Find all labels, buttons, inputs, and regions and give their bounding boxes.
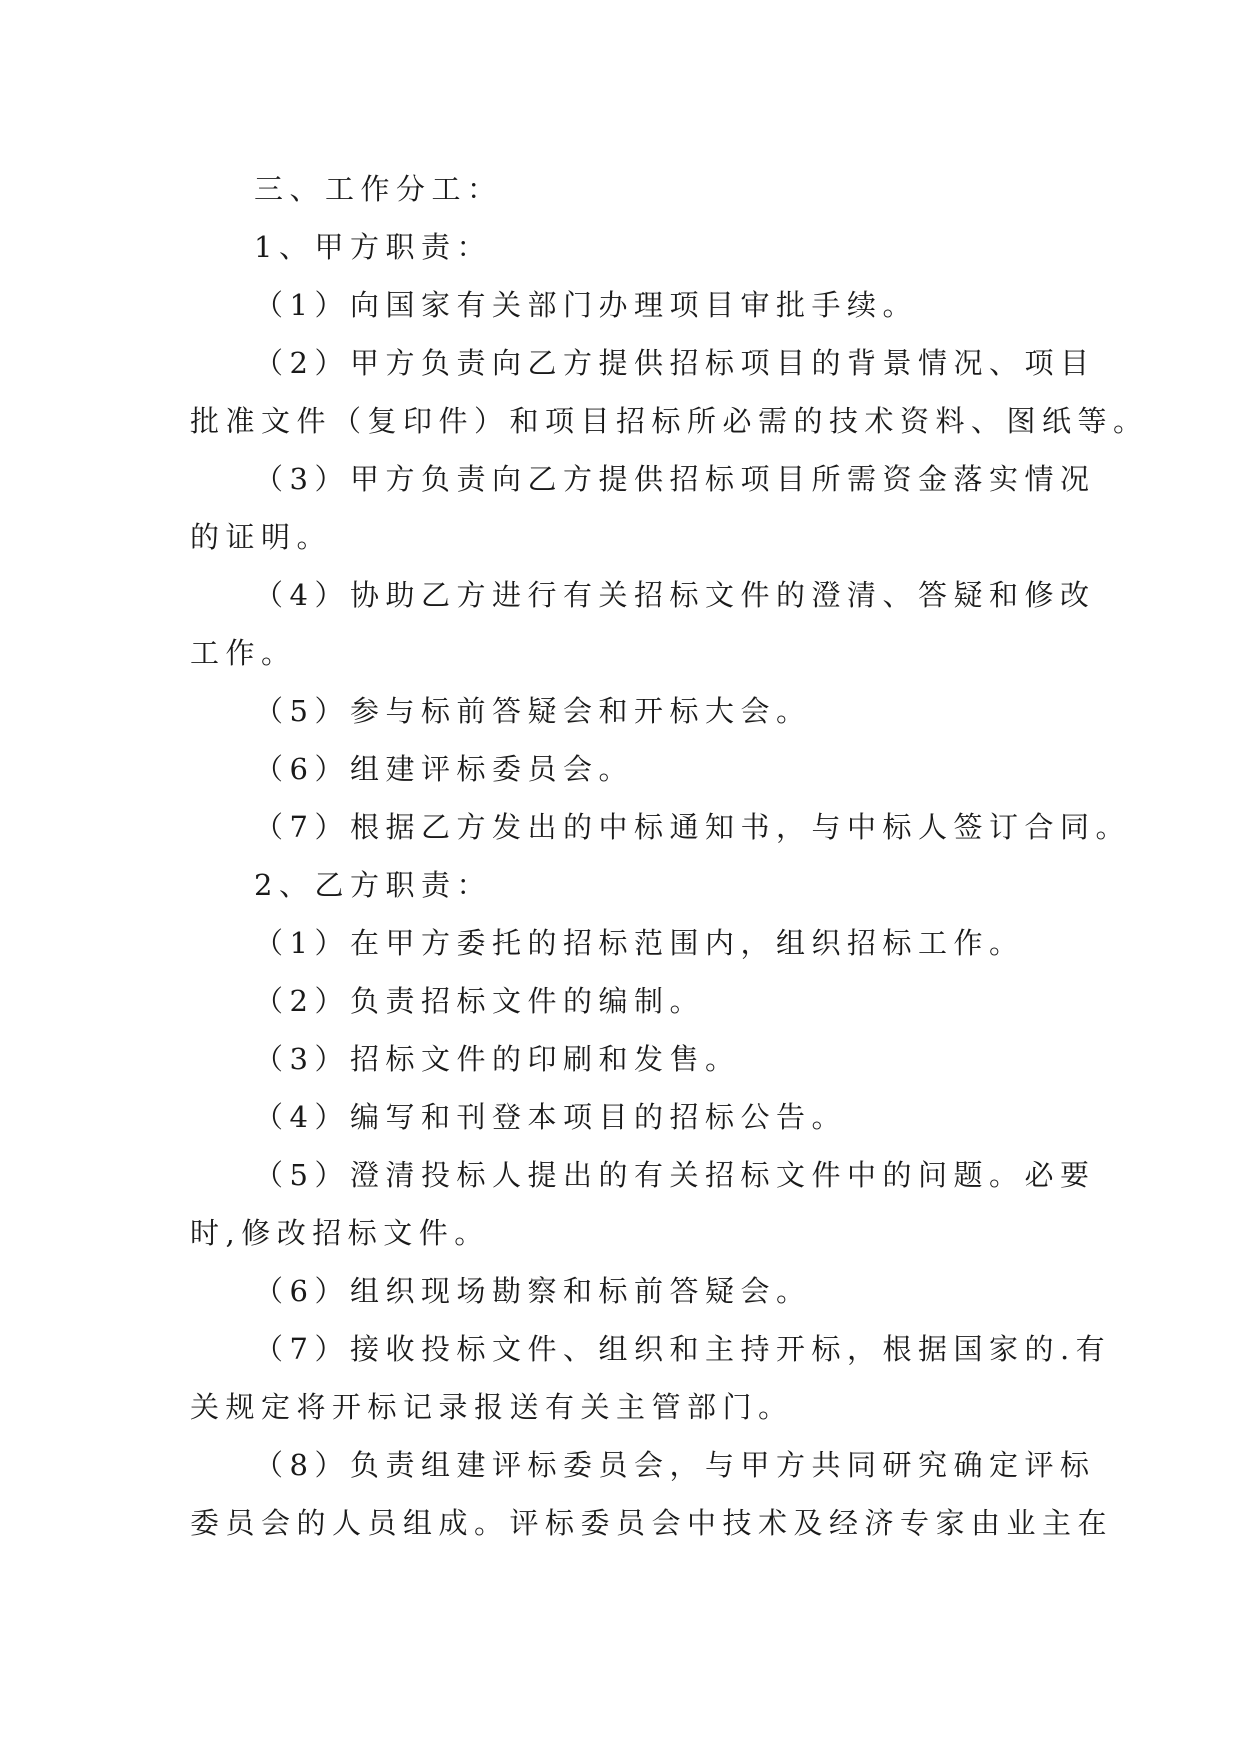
- paragraph-line: （2）负责招标文件的编制。: [254, 984, 705, 1018]
- subsection-heading-party-a: 1、甲方职责：: [254, 230, 492, 264]
- paragraph-line: （6）组建评标委员会。: [254, 752, 634, 786]
- paragraph-line: 的证明。: [190, 520, 333, 554]
- paragraph-line: 批准文件（复印件）和项目招标所必需的技术资料、图纸等。: [190, 404, 1149, 438]
- paragraph-line: （3）甲方负责向乙方提供招标项目所需资金落实情况: [254, 462, 1096, 496]
- paragraph-line: （6）组织现场勘察和标前答疑会。: [254, 1274, 812, 1308]
- paragraph-line: （2）甲方负责向乙方提供招标项目的背景情况、项目: [254, 346, 1096, 380]
- section-heading: 三、工作分工：: [254, 172, 503, 206]
- paragraph-line: （5）澄清投标人提出的有关招标文件中的问题。必要: [254, 1158, 1096, 1192]
- paragraph-line: 委员会的人员组成。评标委员会中技术及经济专家由业主在: [190, 1506, 1114, 1540]
- paragraph-line: （5）参与标前答疑会和开标大会。: [254, 694, 812, 728]
- paragraph-line: （7）接收投标文件、组织和主持开标，根据国家的.有: [254, 1332, 1112, 1366]
- paragraph-line: 关规定将开标记录报送有关主管部门。: [190, 1390, 794, 1424]
- document-body: [190, 160, 1149, 1552]
- subsection-heading-party-b: 2、乙方职责：: [254, 868, 492, 902]
- paragraph-line: （8）负责组建评标委员会，与甲方共同研究确定评标: [254, 1448, 1096, 1482]
- paragraph-line: （3）招标文件的印刷和发售。: [254, 1042, 741, 1076]
- paragraph-line: （4）编写和刊登本项目的招标公告。: [254, 1100, 847, 1134]
- paragraph-line: （7）根据乙方发出的中标通知书，与中标人签订合同。: [254, 810, 1131, 844]
- paragraph-line: （1）向国家有关部门办理项目审批手续。: [254, 288, 918, 322]
- paragraph-line: 时,修改招标文件。: [190, 1216, 490, 1250]
- paragraph-line: （1）在甲方委托的招标范围内，组织招标工作。: [254, 926, 1025, 960]
- paragraph-line: 工作。: [190, 636, 297, 670]
- paragraph-line: （4）协助乙方进行有关招标文件的澄清、答疑和修改: [254, 578, 1096, 612]
